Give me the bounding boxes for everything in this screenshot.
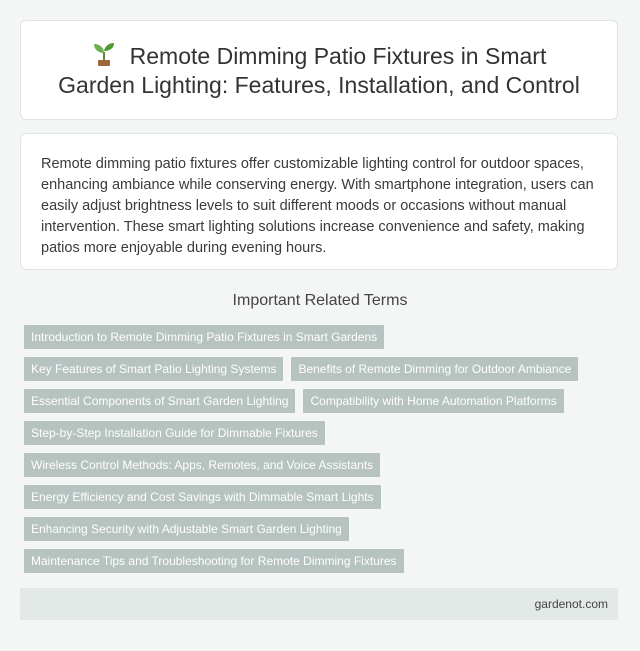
term-row	[24, 485, 624, 509]
title-line-1: Remote Dimming Patio Fixtures in Smart	[129, 43, 547, 69]
title-line-2: Garden Lighting: Features, Installation, and Control	[58, 72, 580, 98]
sprout-icon	[92, 40, 116, 66]
intro-card	[20, 133, 618, 270]
term-tag[interactable]: Key Features of Smart Patio Lighting Systems	[24, 357, 283, 381]
term-row	[24, 517, 624, 541]
intro-text: Remote dimming patio fixtures offer customizable lighting control for outdoor spaces, enhancing ambiance while conserving energy. With smartphone integration, users can easily adjust brightness levels to suit different moods or occasions without manual intervention. These smart lighting solutions increase convenience and safety, making patios more enjoyable during evening hours.	[41, 156, 594, 256]
footer	[20, 588, 618, 620]
term-tag[interactable]: Energy Efficiency and Cost Savings with Dimmable Smart Lights	[24, 485, 381, 509]
term-tag[interactable]: Compatibility with Home Automation Platforms	[303, 389, 563, 413]
term-tag[interactable]: Essential Components of Smart Garden Lighting	[24, 389, 295, 413]
footer-site-link[interactable]: gardenot.com	[534, 597, 608, 611]
page-title	[58, 40, 580, 100]
term-tag[interactable]: Introduction to Remote Dimming Patio Fixtures in Smart Gardens	[24, 325, 384, 349]
term-tag[interactable]: Benefits of Remote Dimming for Outdoor Ambiance	[291, 357, 578, 381]
term-row	[24, 357, 624, 381]
term-tag[interactable]: Maintenance Tips and Troubleshooting for Remote Dimming Fixtures	[24, 549, 404, 573]
terms-heading: Important Related Terms	[232, 292, 408, 309]
term-tag[interactable]: Wireless Control Methods: Apps, Remotes, and Voice Assistants	[24, 453, 380, 477]
term-row	[24, 549, 624, 573]
term-row	[24, 453, 624, 477]
title-card	[20, 20, 618, 120]
term-tag[interactable]: Enhancing Security with Adjustable Smart Garden Lighting	[24, 517, 349, 541]
related-terms-list	[24, 325, 624, 581]
term-tag[interactable]: Step-by-Step Installation Guide for Dimmable Fixtures	[24, 421, 325, 445]
term-row	[24, 421, 624, 445]
term-row	[24, 389, 624, 413]
term-row	[24, 325, 624, 349]
